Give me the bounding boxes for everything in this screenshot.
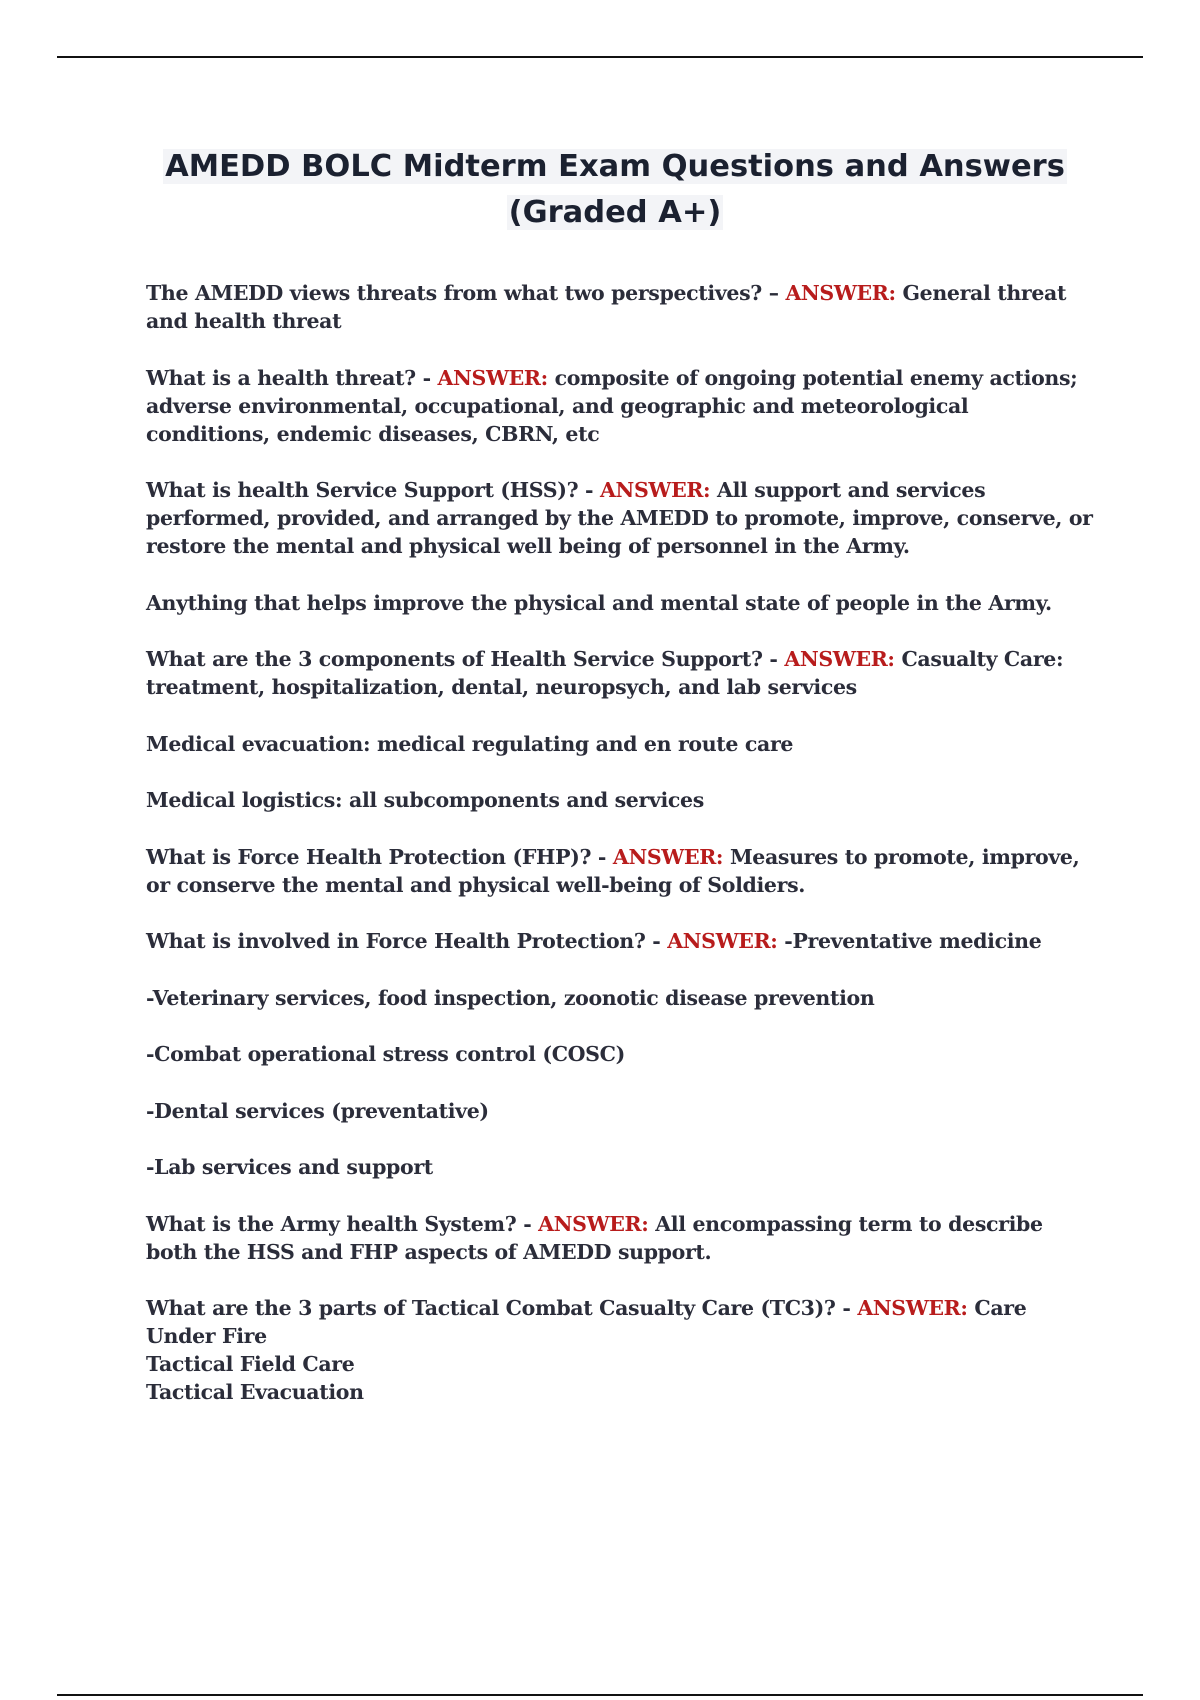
question-text: What is the Army health System? -	[146, 1211, 539, 1236]
text-paragraph: -Dental services (preventative)	[146, 1098, 489, 1123]
answer-text: General threat and health threat	[146, 281, 1067, 333]
answer-label: ANSWER:	[857, 1296, 968, 1320]
text-line: Tactical Field Care	[146, 1352, 355, 1376]
bottom-rule	[57, 1694, 1143, 1696]
answer-label: ANSWER:	[600, 478, 711, 502]
answer-label: ANSWER:	[538, 1211, 649, 1236]
answer-text: -Preventative medicine	[777, 929, 1042, 953]
question-text: What is a health threat? -	[146, 365, 438, 390]
answer-text: Casualty Care: treatment, hospitalization, dental, neuropsych, and lab services	[146, 647, 1064, 699]
qa-content	[146, 279, 1096, 1406]
answer-text: All encompassing term to describe both the HSS and FHP aspects of AMEDD support.	[146, 1211, 1043, 1264]
qa-item	[146, 645, 1096, 701]
answer-label: ANSWER:	[785, 281, 896, 305]
qa-item	[146, 364, 1096, 448]
page-title	[140, 144, 1090, 236]
question-text: What is health Service Support (HSS)? -	[146, 478, 600, 502]
text-paragraph: -Veterinary services, food inspection, zoonotic disease prevention	[146, 985, 875, 1010]
text-paragraph: Medical evacuation: medical regulating and en route care	[146, 731, 794, 756]
answer-label: ANSWER:	[612, 844, 724, 869]
title-line-1: AMEDD BOLC Midterm Exam Questions and Answers	[165, 149, 1065, 184]
question-text: What are the 3 parts of Tactical Combat Casualty Care (TC3)? -	[146, 1296, 858, 1320]
answer-text: All support and services performed, provided, and arranged by the AMEDD to promote, improve, conserve, or restore the mental and physical well being of personnel in the Army.	[146, 478, 1093, 558]
answer-text: composite of ongoing potential enemy actions; adverse environmental, occupational, and geographic and meteorological conditions, endemic diseases, CBRN, etc	[146, 365, 1078, 446]
question-text: The AMEDD views threats from what two perspectives? –	[146, 281, 786, 305]
question-text: What are the 3 components of Health Service Support? -	[146, 647, 785, 671]
answer-label: ANSWER:	[667, 929, 778, 953]
text-paragraph: -Combat operational stress control (COSC)	[146, 1042, 625, 1066]
answer-text: Measures to promote, improve, or conserve the mental and physical well-being of Soldiers.	[146, 844, 1080, 897]
title-line-2: (Graded A+)	[508, 195, 722, 230]
qa-item	[146, 843, 1096, 899]
answer-label: ANSWER:	[784, 647, 895, 671]
question-text: What is Force Health Protection (FHP)? -	[146, 844, 613, 869]
answer-label: ANSWER:	[437, 365, 548, 390]
qa-item	[146, 927, 1096, 955]
text-line: Tactical Evacuation	[146, 1380, 364, 1404]
qa-item	[146, 476, 1096, 560]
text-paragraph: Anything that helps improve the physical and mental state of people in the Army.	[146, 590, 1052, 615]
qa-item	[146, 279, 1096, 335]
qa-item	[146, 1294, 1096, 1350]
top-rule	[57, 56, 1143, 58]
text-paragraph: Medical logistics: all subcomponents and services	[146, 788, 704, 812]
text-paragraph: -Lab services and support	[146, 1155, 433, 1179]
question-text: What is involved in Force Health Protection? -	[146, 929, 668, 953]
answer-text: Care Under Fire	[146, 1296, 1027, 1348]
qa-item	[146, 1210, 1096, 1266]
